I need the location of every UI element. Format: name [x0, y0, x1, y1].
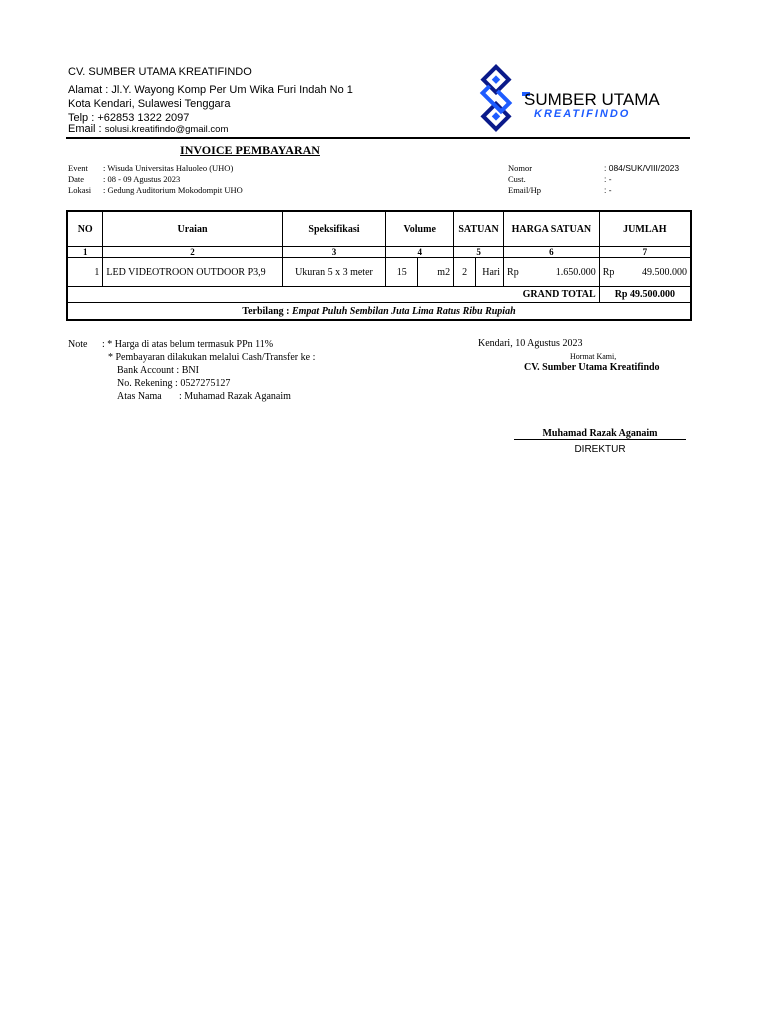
meta-value: : - — [604, 185, 612, 195]
grand-total-label: GRAND TOTAL — [67, 287, 599, 303]
cell-harga-satuan — [504, 258, 600, 287]
meta-value: : Wisuda Universitas Haluoleo (UHO) — [103, 163, 234, 173]
company-logo — [460, 62, 700, 134]
table-row — [67, 258, 691, 287]
col-number: 6 — [504, 247, 600, 258]
email-value: solusi.kreatifindo@gmail.com — [104, 124, 229, 135]
col-number: 1 — [67, 247, 103, 258]
cell-satuan-qty: 2 — [454, 258, 476, 287]
meta-label: Lokasi — [68, 185, 92, 195]
notes-body — [102, 338, 315, 403]
invoice-items-table — [66, 210, 692, 321]
grand-total-value: Rp 49.500.000 — [599, 287, 691, 303]
company-address — [68, 83, 353, 125]
signature-company: CV. Sumber Utama Kreatifindo — [524, 362, 660, 373]
meta-row-lokasi — [68, 185, 243, 196]
col-number: 5 — [454, 247, 504, 258]
cell-volume-qty: 15 — [386, 258, 418, 287]
cell-jumlah — [599, 258, 691, 287]
terbilang-label: Terbilang : — [242, 305, 290, 317]
jumlah-currency: Rp — [602, 266, 615, 278]
col-number: 7 — [599, 247, 691, 258]
meta-row-nomor — [508, 163, 679, 174]
note-atas-nama — [102, 390, 315, 403]
email-label: Email : — [68, 123, 102, 135]
meta-label: Email/Hp — [508, 185, 542, 195]
company-phone: Telp : +62853 1322 2097 — [68, 112, 190, 124]
address-line-2: Kota Kendari, Sulawesi Tenggara — [68, 98, 231, 110]
meta-row-email — [508, 185, 679, 196]
meta-label: Event — [68, 163, 88, 173]
company-name: CV. SUMBER UTAMA KREATIFINDO — [68, 66, 252, 78]
note-line-1: : * Harga di atas belum termasuk PPn 11% — [102, 339, 274, 350]
meta-row-date — [68, 174, 243, 185]
col-number: 4 — [386, 247, 454, 258]
jumlah-value: 49.500.000 — [642, 266, 687, 278]
note-rekening: No. Rekening : 0527275127 — [117, 378, 231, 389]
header-uraian: Uraian — [103, 211, 282, 247]
header-volume: Volume — [386, 211, 454, 247]
cell-volume-unit: m2 — [418, 258, 454, 287]
cell-no: 1 — [67, 258, 103, 287]
meta-value: : Gedung Auditorium Mokodompit UHO — [103, 185, 243, 195]
note-line-2: * Pembayaran dilakukan melalui Cash/Transfer ke : — [108, 352, 316, 363]
atas-nama-label: Atas Nama — [117, 391, 162, 402]
harga-currency: Rp — [507, 266, 519, 278]
address-line-1: Alamat : Jl.Y. Wayong Komp Per Um Wika Furi Indah No 1 — [68, 84, 353, 96]
company-email — [68, 123, 228, 135]
invoice-meta-left — [68, 163, 243, 196]
meta-label: Cust. — [508, 174, 526, 184]
signer-name: Muhamad Razak Aganaim — [514, 428, 686, 440]
meta-value: : 084/SUK/VIII/2023 — [604, 163, 680, 173]
col-number: 2 — [103, 247, 282, 258]
note-bank: Bank Account : BNI — [117, 365, 199, 376]
invoice-title: INVOICE PEMBAYARAN — [180, 143, 320, 157]
meta-label: Nomor — [508, 163, 533, 173]
meta-value: : - — [604, 174, 612, 184]
signature-greeting: Hormat Kami, — [570, 352, 617, 361]
col-number: 3 — [282, 247, 386, 258]
header-spesifikasi: Speksifikasi — [282, 211, 386, 247]
header-harga-satuan: HARGA SATUAN — [504, 211, 600, 247]
meta-value: : 08 - 09 Agustus 2023 — [103, 174, 181, 184]
meta-row-event — [68, 163, 243, 174]
logo-mark — [460, 62, 700, 134]
grand-total-row — [67, 287, 691, 303]
header-no: NO — [67, 211, 103, 247]
table-header-row — [67, 211, 691, 247]
invoice-meta-right — [508, 163, 679, 196]
terbilang-value: Empat Puluh Sembilan Juta Lima Ratus Ribu Rupiah — [291, 305, 516, 317]
signature-place-date: Kendari, 10 Agustus 2023 — [478, 338, 583, 349]
terbilang-row — [67, 303, 691, 321]
header-satuan: SATUAN — [454, 211, 504, 247]
logo-word-2: KREATIFINDO — [534, 108, 631, 120]
cell-satuan-unit: Hari — [476, 258, 504, 287]
note-label: Note — [68, 339, 88, 350]
cell-uraian: LED VIDEOTROON OUTDOOR P3,9 — [103, 258, 282, 287]
table-column-number-row — [67, 247, 691, 258]
cell-spesifikasi: Ukuran 5 x 3 meter — [282, 258, 386, 287]
signer-position: DIREKTUR — [574, 444, 626, 455]
notes-section — [68, 338, 87, 351]
harga-value: 1.650.000 — [555, 266, 596, 278]
terbilang-cell — [67, 303, 691, 321]
meta-label: Date — [68, 174, 85, 184]
meta-row-cust — [508, 174, 679, 185]
atas-nama-value: : Muhamad Razak Aganaim — [179, 391, 291, 402]
header-jumlah: JUMLAH — [599, 211, 691, 247]
header-divider — [66, 137, 690, 139]
logo-word-1: SUMBER UTAMA — [524, 90, 660, 109]
